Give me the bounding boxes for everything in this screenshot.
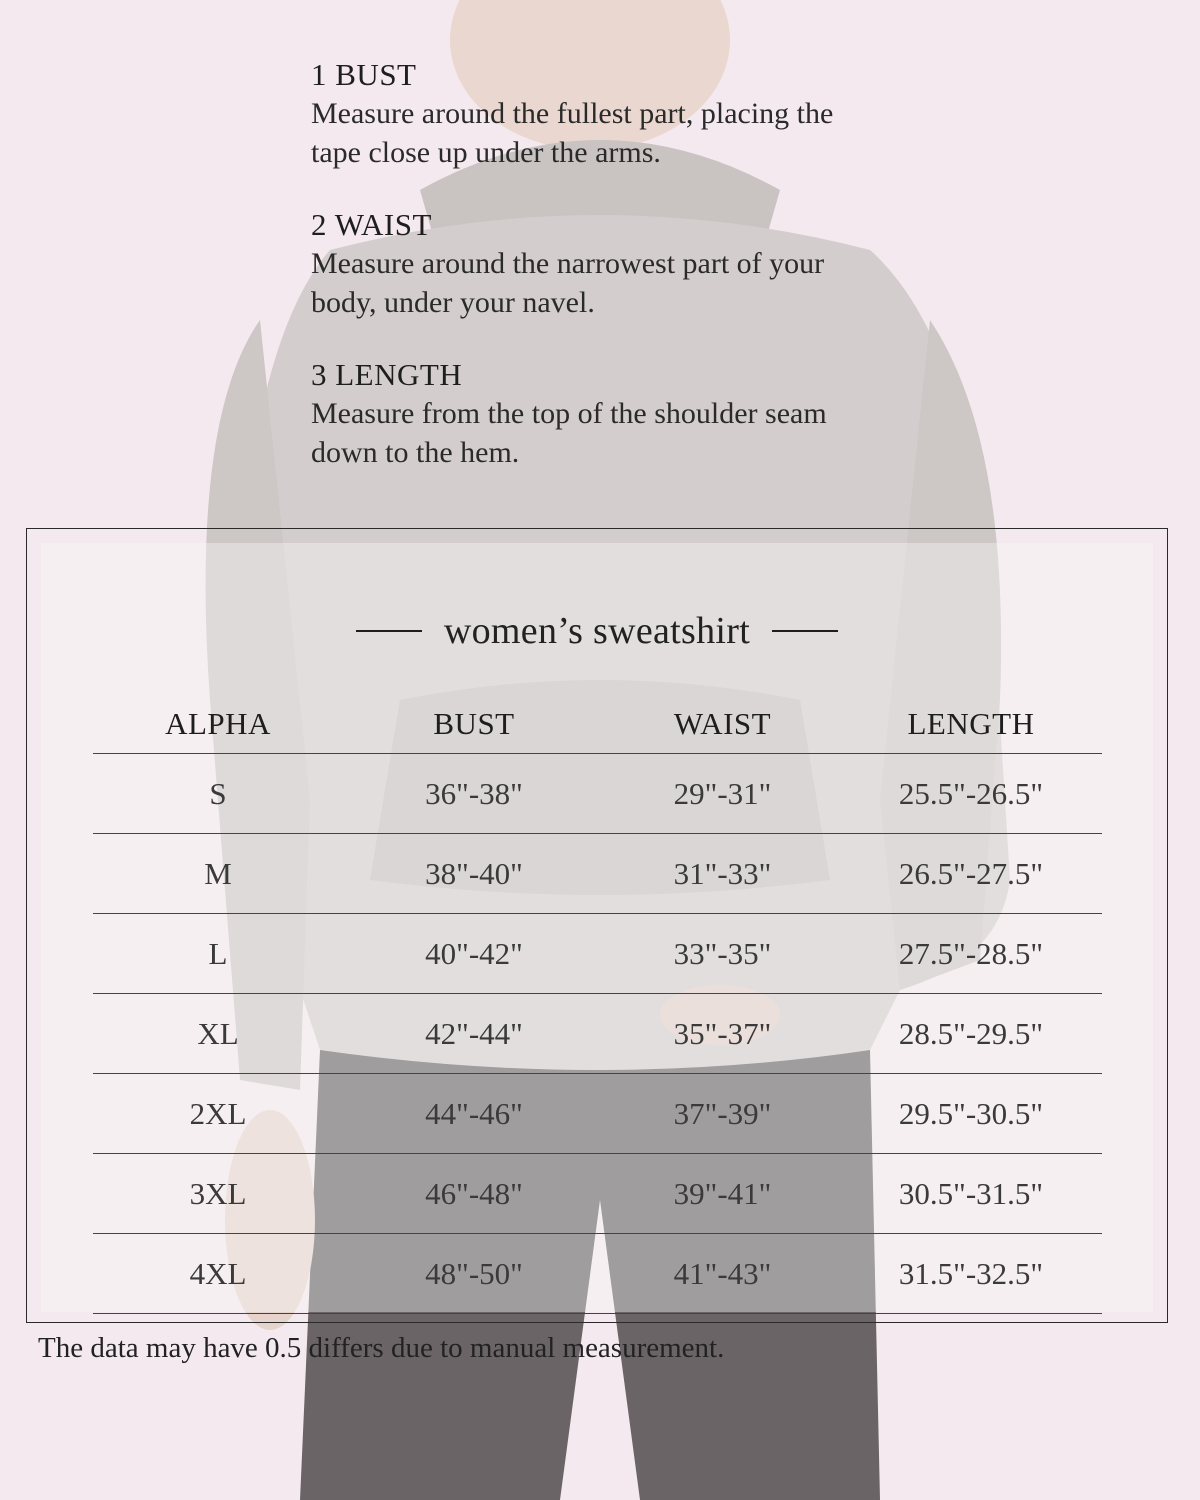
waist-cell: 39"-41" bbox=[605, 1154, 840, 1234]
size-cell: L bbox=[93, 914, 343, 994]
table-row bbox=[93, 1074, 1102, 1154]
waist-cell: 29"-31" bbox=[605, 754, 840, 834]
bust-cell: 40"-42" bbox=[343, 914, 605, 994]
table-row bbox=[93, 754, 1102, 834]
length-cell: 28.5"-29.5" bbox=[840, 994, 1102, 1074]
header-waist: WAIST bbox=[605, 695, 840, 754]
size-cell: M bbox=[93, 834, 343, 914]
bust-instruction-title: 1 BUST bbox=[311, 57, 417, 92]
bust-cell: 38"-40" bbox=[343, 834, 605, 914]
header-alpha: ALPHA bbox=[93, 695, 343, 754]
bust-cell: 44"-46" bbox=[343, 1074, 605, 1154]
table-row bbox=[93, 994, 1102, 1074]
waist-cell: 35"-37" bbox=[605, 994, 840, 1074]
table-row bbox=[93, 1154, 1102, 1234]
bust-instruction bbox=[311, 56, 911, 172]
length-instruction-title: 3 LENGTH bbox=[311, 357, 463, 392]
length-cell: 27.5"-28.5" bbox=[840, 914, 1102, 994]
size-table bbox=[93, 695, 1102, 1314]
bust-cell: 46"-48" bbox=[343, 1154, 605, 1234]
length-instruction-text: Measure from the top of the shoulder seam down to the hem. bbox=[311, 397, 827, 469]
chart-title: women’s sweatshirt bbox=[443, 610, 751, 652]
waist-cell: 37"-39" bbox=[605, 1074, 840, 1154]
waist-instruction-text: Measure around the narrowest part of your body, under your navel. bbox=[311, 247, 825, 319]
header-length: LENGTH bbox=[840, 695, 1102, 754]
measurement-footnote: The data may have 0.5 differs due to manual measurement. bbox=[38, 1332, 725, 1364]
size-chart-panel bbox=[41, 543, 1153, 1312]
waist-cell: 31"-33" bbox=[605, 834, 840, 914]
length-cell: 30.5"-31.5" bbox=[840, 1154, 1102, 1234]
bust-cell: 36"-38" bbox=[343, 754, 605, 834]
table-row bbox=[93, 834, 1102, 914]
table-row bbox=[93, 1234, 1102, 1314]
waist-cell: 33"-35" bbox=[605, 914, 840, 994]
size-cell: 4XL bbox=[93, 1234, 343, 1314]
size-cell: 2XL bbox=[93, 1074, 343, 1154]
waist-cell: 41"-43" bbox=[605, 1234, 840, 1314]
title-dash-right bbox=[772, 630, 838, 632]
length-cell: 29.5"-30.5" bbox=[840, 1074, 1102, 1154]
bust-instruction-text: Measure around the fullest part, placing the tape close up under the arms. bbox=[311, 97, 834, 169]
length-instruction bbox=[311, 356, 911, 472]
length-cell: 25.5"-26.5" bbox=[840, 754, 1102, 834]
title-dash-left bbox=[356, 630, 422, 632]
measurement-instructions bbox=[311, 56, 911, 506]
table-header-row bbox=[93, 695, 1102, 754]
size-cell: 3XL bbox=[93, 1154, 343, 1234]
length-cell: 31.5"-32.5" bbox=[840, 1234, 1102, 1314]
length-cell: 26.5"-27.5" bbox=[840, 834, 1102, 914]
bust-cell: 48"-50" bbox=[343, 1234, 605, 1314]
size-chart-box bbox=[26, 528, 1168, 1323]
header-bust: BUST bbox=[343, 695, 605, 754]
chart-title-row bbox=[41, 609, 1153, 653]
size-cell: S bbox=[93, 754, 343, 834]
waist-instruction bbox=[311, 206, 911, 322]
table-row bbox=[93, 914, 1102, 994]
bust-cell: 42"-44" bbox=[343, 994, 605, 1074]
waist-instruction-title: 2 WAIST bbox=[311, 207, 432, 242]
size-cell: XL bbox=[93, 994, 343, 1074]
